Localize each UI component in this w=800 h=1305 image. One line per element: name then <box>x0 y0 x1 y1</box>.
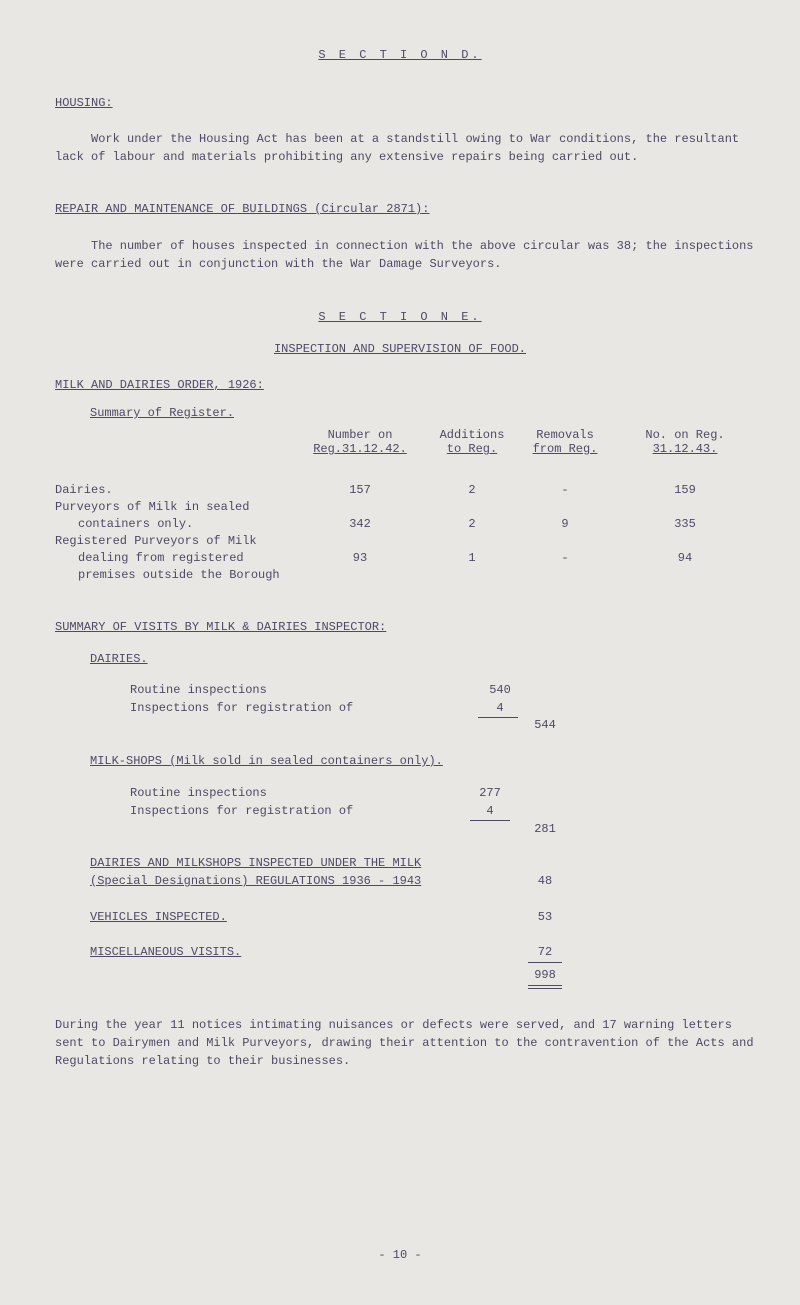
page-number: - 10 - <box>378 1248 422 1262</box>
double-rule-top <box>528 985 562 986</box>
col-header-number-on-reg: Number on Reg.31.12.42. <box>313 428 407 456</box>
vehicles-label: VEHICLES INSPECTED. <box>90 910 227 924</box>
table-cell: 93 <box>352 551 368 565</box>
double-rule-bottom <box>528 988 562 989</box>
milk-order-heading: MILK AND DAIRIES ORDER, 1926: <box>55 378 264 392</box>
table-cell: 1 <box>468 551 476 565</box>
total-rule <box>528 962 562 963</box>
table-cell: - <box>561 551 569 565</box>
housing-paragraph: Work under the Housing Act has been at a standstill owing to War conditions, the resultant lack of labour and materials prohibiting any extensive repairs being carried out. <box>55 132 740 164</box>
dairies-registration-label: Inspections for registration of <box>130 701 354 715</box>
table-row-label: Purveyors of Milk in sealed <box>55 500 250 514</box>
table-cell: 94 <box>677 551 693 565</box>
housing-heading: HOUSING: <box>55 96 113 110</box>
milkshops-routine-value: 277 <box>479 786 501 800</box>
subtotal-rule <box>470 820 510 821</box>
table-cell: 2 <box>468 483 476 497</box>
dairies-routine-value: 540 <box>489 683 511 697</box>
special-designations-line1: DAIRIES AND MILKSHOPS INSPECTED UNDER THE MILK <box>90 856 422 870</box>
table-cell: 342 <box>349 517 371 531</box>
table-row-label: Registered Purveyors of Milk <box>55 534 257 548</box>
repair-heading: REPAIR AND MAINTENANCE OF BUILDINGS (Circular 2871): <box>55 202 430 216</box>
section-e-heading: S E C T I O N E. <box>318 310 482 324</box>
col-header-removals: Removals from Reg. <box>532 428 598 456</box>
vehicles-value: 53 <box>537 910 553 924</box>
misc-visits-value: 72 <box>537 945 553 959</box>
table-cell: - <box>561 483 569 497</box>
table-row-label: premises outside the Borough <box>78 568 280 582</box>
special-designations-value: 48 <box>537 874 553 888</box>
table-cell: 159 <box>674 483 696 497</box>
milkshops-label: MILK-SHOPS (Milk sold in sealed containers only). <box>90 754 443 768</box>
table-row-label: dealing from registered <box>78 551 244 565</box>
closing-paragraph: During the year 11 notices intimating nuisances or defects were served, and 17 warning letters sent to Dairymen and Milk Purveyors, drawing their attention to the contravention of the Acts and Regulations relating to their businesses. <box>55 1018 754 1068</box>
table-row-label: Dairies. <box>55 483 113 497</box>
dairies-label: DAIRIES. <box>90 652 148 666</box>
section-d-heading: S E C T I O N D. <box>318 48 482 62</box>
subtotal-rule <box>478 717 518 718</box>
food-inspection-heading: INSPECTION AND SUPERVISION OF FOOD. <box>273 342 527 356</box>
table-row-label: containers only. <box>78 517 194 531</box>
milkshops-total: 281 <box>534 822 556 836</box>
misc-visits-label: MISCELLANEOUS VISITS. <box>90 945 242 959</box>
grand-total: 998 <box>534 968 556 982</box>
col-header-no-on-reg: No. on Reg. 31.12.43. <box>645 428 725 456</box>
summary-register-label: Summary of Register. <box>90 406 235 420</box>
table-cell: 157 <box>349 483 371 497</box>
table-cell: 335 <box>674 517 696 531</box>
special-designations-line2: (Special Designations) REGULATIONS 1936 - 1943 <box>90 874 422 888</box>
col-header-additions: Additions to Reg. <box>439 428 505 456</box>
visits-heading: SUMMARY OF VISITS BY MILK & DAIRIES INSPECTOR: <box>55 620 387 634</box>
table-cell: 9 <box>561 517 569 531</box>
milkshops-registration-value: 4 <box>486 804 494 818</box>
repair-paragraph: The number of houses inspected in connection with the above circular was 38; the inspections were carried out in conjunction with the War Damage Surveyors. <box>55 239 754 271</box>
milkshops-routine-label: Routine inspections <box>130 786 267 800</box>
table-cell: 2 <box>468 517 476 531</box>
dairies-total: 544 <box>534 718 556 732</box>
dairies-registration-value: 4 <box>496 701 504 715</box>
milkshops-registration-label: Inspections for registration of <box>130 804 354 818</box>
dairies-routine-label: Routine inspections <box>130 683 267 697</box>
